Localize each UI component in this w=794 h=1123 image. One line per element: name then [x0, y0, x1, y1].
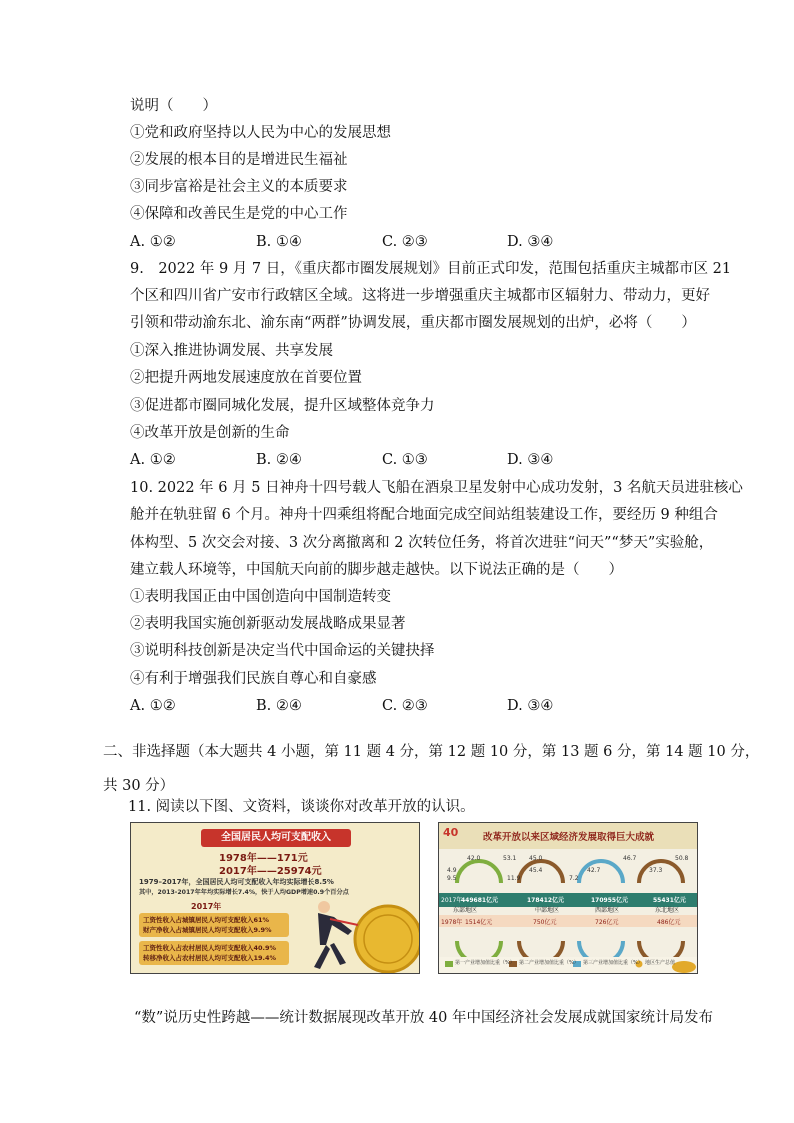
region-east: 东部地区	[453, 907, 478, 914]
anniversary-badge: 40	[443, 826, 459, 839]
q9-option-a: A. ①②	[130, 452, 176, 468]
q8-item-3: ③同步富裕是社会主义的本质要求	[130, 179, 348, 195]
income-infographic	[130, 822, 420, 974]
q9-stem-1: 9. 2022 年 9 月 7 日，《重庆都市圈发展规划》目前正式印发，范围包括重庆主城都市区 21	[130, 261, 732, 277]
urban-income-box	[139, 913, 289, 937]
q8-option-d: D. ③④	[507, 234, 554, 250]
person-head-icon	[318, 901, 330, 913]
q10-item-1: ①表明我国正由中国创造向中国制造转变	[130, 589, 391, 605]
q9-stem-3: 引领和带动渝东北、渝东南“两群”协调发展，重庆都市圈发展规划的出炉，必将（ ）	[130, 315, 696, 331]
q8-option-b: B. ①④	[256, 234, 302, 250]
region-central: 中部地区	[535, 907, 560, 914]
rural-income-box	[139, 941, 289, 965]
q11-stem: 11. 阅读以下图、文资料，谈谈你对改革开放的认识。	[128, 799, 475, 815]
q8-item-2: ②发展的根本目的是增进民生福祉	[130, 152, 348, 168]
legend-primary: 第一产业增加值比重（%）	[455, 960, 515, 966]
rural-wage-share: 工资性收入占农村居民人均可支配收入40.9%	[143, 944, 277, 952]
income-1978: 1978年——171元	[219, 853, 308, 864]
income-2017: 2017年——25974元	[219, 866, 322, 877]
q10-stem-2: 舱并在轨驻留 6 个月。神舟十四乘组将配合地面完成空间站组装建设工作，要经历 9 种组合	[130, 507, 718, 523]
q8-item-4: ④保障和改善民生是党的中心工作	[130, 206, 348, 222]
q8-option-a: A. ①②	[130, 234, 176, 250]
q9-stem-2: 个区和四川省广安市行政辖区全域。这将进一步增强重庆主城都市区辐射力、带动力，更好	[130, 288, 710, 304]
legend-secondary: 第二产业增加值比重（%）	[519, 960, 579, 966]
gdp-2017-northeast: 55431亿元	[653, 897, 686, 904]
q10-stem-1: 10. 2022 年 6 月 5 日神舟十四号载人飞船在酒泉卫星发射中心成功发射，3 名航天员进驻核心	[130, 480, 743, 496]
gdp-2017-east: 449681亿元	[461, 897, 499, 904]
rural-transfer-share: 转移净收入占农村居民人均可支配收入19.4%	[143, 954, 277, 962]
legend-tertiary: 第三产业增加值比重（%）	[583, 960, 643, 966]
gdp-2017-west: 170955亿元	[591, 897, 629, 904]
gdp-1978-northeast: 486亿元	[657, 919, 681, 926]
figure-caption: “数”说历史性跨越——统计数据展现改革开放 40 年中国经济社会发展成就国家统计局发布	[134, 1010, 713, 1026]
person-body-icon	[318, 913, 352, 945]
regional-infographic-title: 改革开放以来区域经济发展取得巨大成就	[483, 832, 655, 843]
gdp-1978-central: 750亿元	[533, 919, 557, 926]
q10-stem-3: 体构型、5 次交会对接、3 次分离撤离和 2 次转位任务，将首次进驻“问天”“梦天”实验舱，	[130, 535, 714, 551]
q10-item-3: ③说明科技创新是决定当代中国命运的关键抉择	[130, 643, 435, 659]
section2-heading-1: 二、非选择题（本大题共 4 小题，第 11 题 4 分，第 12 题 10 分，第 13 题 6 分，第 14 题 10 分，	[103, 744, 760, 760]
section2-heading-2: 共 30 分）	[103, 778, 175, 794]
q9-item-2: ②把提升两地发展速度放在首要位置	[130, 370, 362, 386]
income-growth-2: 其中，2013-2017年年均实际增长7.4%，快于人均GDP增速0.9个百分点	[139, 889, 349, 896]
q10-option-b: B. ②④	[256, 698, 302, 714]
q10-item-4: ④有利于增强我们民族自尊心和自豪感	[130, 671, 377, 687]
urban-property-share: 财产净收入占城镇居民人均可支配收入9.9%	[143, 926, 272, 934]
income-year-2017: 2017年	[191, 902, 222, 911]
gdp-2017-central: 178412亿元	[527, 897, 565, 904]
regional-economy-infographic: 40 改革开放以来区域经济发展取得巨大成就 42.0 53.1 45.0 45.4 42.7 46.7 50.8 37.3 4.9 9.5 11.9 7.2 2017年 449681亿元 178412亿元 170955亿元 55431亿元 东部地区 中部地区 西部地区 东北地区 1978年 1514亿元 750亿元 726亿元 486亿元 第一产业增加值比重（%） 第二产业增加值比重（%） 第三产业增加值比重（%） 地区生产总值	[438, 822, 698, 974]
q9-item-4: ④改革开放是创新的生命	[130, 425, 290, 441]
urban-wage-share: 工资性收入占城镇居民人均可支配收入61%	[143, 916, 270, 924]
q9-item-3: ③促进都市圈同城化发展，提升区域整体竞争力	[130, 398, 435, 414]
legend-gdp: 地区生产总值	[645, 960, 676, 966]
q10-stem-4: 建立载人环境等，中国航天向前的脚步越走越快。以下说法正确的是（ ）	[130, 562, 623, 578]
income-infographic-title: 全国居民人均可支配收入	[201, 829, 351, 847]
region-west: 西部地区	[595, 907, 620, 914]
q9-option-c: C. ①③	[382, 452, 428, 468]
coin-pusher-illustration	[296, 895, 420, 974]
q10-option-d: D. ③④	[507, 698, 554, 714]
gdp-1978-west: 726亿元	[595, 919, 619, 926]
q10-option-a: A. ①②	[130, 698, 176, 714]
q9-option-d: D. ③④	[507, 452, 554, 468]
year-2017-label: 2017年	[441, 897, 463, 904]
q10-item-2: ②表明我国实施创新驱动发展战略成果显著	[130, 616, 406, 632]
q9-item-1: ①深入推进协调发展、共享发展	[130, 343, 333, 359]
year-1978-label: 1978年	[441, 919, 463, 926]
gdp-1978-east: 1514亿元	[465, 919, 493, 926]
q8-stem-end: 说明（ ）	[130, 98, 217, 114]
q9-option-b: B. ②④	[256, 452, 302, 468]
region-northeast: 东北地区	[655, 907, 680, 914]
q8-item-1: ①党和政府坚持以人民为中心的发展思想	[130, 125, 391, 141]
income-growth-1: 1979–2017年，全国居民人均可支配收入年均实际增长8.5%	[139, 878, 334, 886]
q8-option-c: C. ②③	[382, 234, 428, 250]
q10-option-c: C. ②③	[382, 698, 428, 714]
